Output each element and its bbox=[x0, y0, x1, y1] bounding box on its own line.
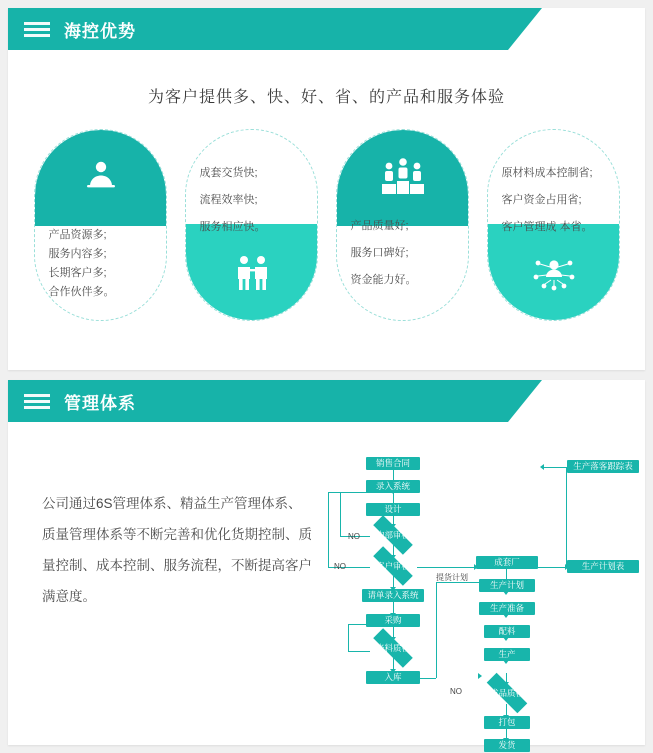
flow-line bbox=[544, 467, 568, 468]
flow-node-packing[interactable]: 打包 bbox=[484, 716, 530, 729]
flow-node-material-prep[interactable]: 配料 bbox=[484, 625, 530, 638]
flow-node-internal-review[interactable]: 内部审核 bbox=[363, 525, 423, 545]
management-flowchart bbox=[318, 434, 648, 750]
flow-node-production-plan-table[interactable]: 生产计划表 bbox=[567, 560, 639, 573]
flow-arrow bbox=[478, 673, 482, 679]
flow-loop-line bbox=[328, 492, 340, 493]
podium-people-icon bbox=[337, 156, 469, 201]
system-banner bbox=[8, 380, 508, 422]
flow-loop-line bbox=[328, 492, 329, 567]
advantage-card-3 bbox=[336, 129, 469, 321]
card-1-line-3: 长期客户多; bbox=[48, 267, 107, 279]
card-1-line-4: 合作伙伴多。 bbox=[48, 286, 115, 298]
system-body bbox=[8, 422, 645, 750]
banner-angle-decoration bbox=[508, 380, 542, 422]
flow-label-no-1: NO bbox=[348, 532, 360, 541]
card-3-line-2: 服务口碑好; bbox=[350, 247, 409, 259]
two-workers-icon bbox=[186, 253, 318, 296]
banner-angle-decoration bbox=[508, 8, 542, 50]
card-3-line-1: 产品质量好; bbox=[350, 220, 409, 232]
card-1-text bbox=[35, 226, 167, 302]
flow-label-no-3: NO bbox=[450, 687, 462, 696]
flow-line bbox=[566, 467, 567, 567]
flow-label-pickup-plan: 提货计划 bbox=[436, 573, 468, 582]
flow-node-production[interactable]: 生产 bbox=[484, 648, 530, 661]
flow-line bbox=[436, 582, 437, 678]
flow-node-customer-review[interactable]: 客户审核 bbox=[363, 556, 423, 576]
flow-node-enter-system[interactable]: 录入系统 bbox=[366, 480, 420, 493]
flow-loop-line bbox=[340, 492, 341, 536]
card-2-text bbox=[186, 164, 318, 237]
advantage-headline: 为客户提供多、快、好、省、的产品和服务体验 bbox=[147, 89, 505, 106]
card-4-line-1: 原材料成本控制省; bbox=[501, 167, 593, 179]
flow-node-purchase[interactable]: 采购 bbox=[366, 614, 420, 627]
stripes-icon bbox=[24, 394, 50, 409]
stripes-icon bbox=[24, 22, 50, 37]
card-2-line-1: 成套交货快; bbox=[199, 167, 258, 179]
advantage-title: 海控优势 bbox=[64, 21, 136, 41]
card-4-line-3: 客户管理成 本省。 bbox=[501, 221, 593, 233]
card-4-line-2: 客户资金占用省; bbox=[501, 194, 582, 206]
system-title: 管理体系 bbox=[64, 393, 136, 413]
flow-line bbox=[417, 567, 475, 568]
advantage-panel bbox=[8, 8, 645, 370]
flow-node-production-prep[interactable]: 生产准备 bbox=[479, 602, 535, 615]
card-2-line-2: 流程效率快; bbox=[199, 194, 258, 206]
flow-node-production-plan[interactable]: 生产计划 bbox=[479, 579, 535, 592]
system-panel bbox=[8, 380, 645, 750]
flow-label-no-2: NO bbox=[334, 562, 346, 571]
card-3-text bbox=[337, 217, 469, 290]
advantage-card-2 bbox=[185, 129, 318, 321]
flow-node-final-inspection[interactable]: 成品质检 bbox=[476, 683, 538, 703]
flow-line bbox=[538, 567, 566, 568]
card-3-line-3: 资金能力好。 bbox=[350, 274, 417, 286]
advantage-card-4 bbox=[487, 129, 620, 321]
network-person-icon bbox=[488, 253, 620, 296]
card-4-text bbox=[488, 164, 620, 237]
card-1-line-1: 产品资源多; bbox=[48, 229, 107, 241]
person-idea-icon bbox=[35, 156, 167, 201]
flow-node-assembly-plant[interactable]: 成套厂 bbox=[476, 556, 538, 569]
system-paragraph: 公司通过6S管理体系、精益生产管理体系、质量管理体系等不断完善和优化货期控制、质量控制、成本控制、服务流程，不断提高客户满意度。 bbox=[42, 496, 312, 604]
advantage-card-1 bbox=[34, 129, 167, 321]
flow-node-shipping[interactable]: 发货 bbox=[484, 739, 530, 752]
advantage-banner bbox=[8, 8, 508, 50]
flow-node-warehouse-in[interactable]: 入库 bbox=[366, 671, 420, 684]
flow-node-request-entry[interactable]: 请单录入系统 bbox=[362, 589, 424, 602]
flow-node-incoming-inspection[interactable]: 来料质检 bbox=[363, 638, 423, 658]
flow-loop-line bbox=[348, 624, 349, 651]
flow-node-design[interactable]: 设计 bbox=[366, 503, 420, 516]
card-2-line-3: 服务相应快。 bbox=[199, 221, 266, 233]
advantage-cards bbox=[8, 129, 645, 321]
flow-node-sales-contract[interactable]: 销售合同 bbox=[366, 457, 420, 470]
flow-node-production-tracking-table[interactable]: 生产落客跟踪表 bbox=[567, 460, 639, 473]
card-1-line-2: 服务内容多; bbox=[48, 248, 107, 260]
